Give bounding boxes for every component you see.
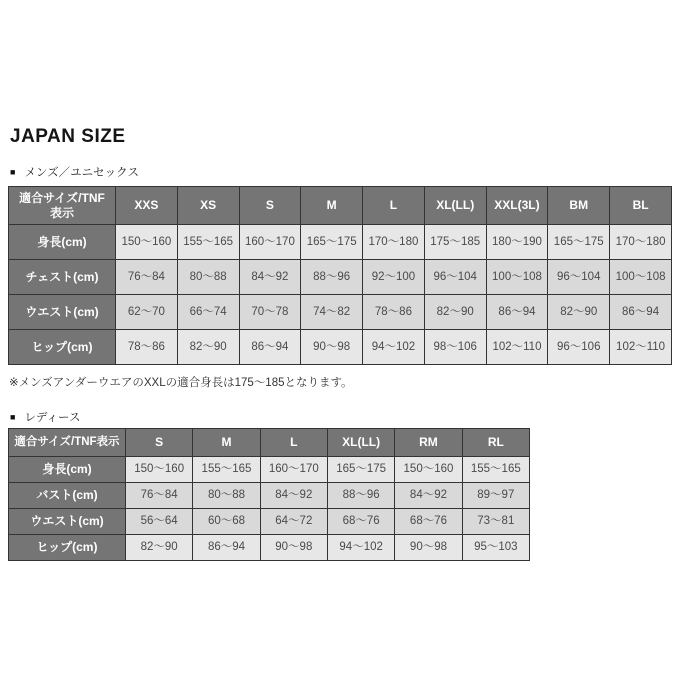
size-value-cell: 66～74 (177, 295, 239, 330)
size-value-cell: 88～96 (301, 260, 363, 295)
size-value-cell: 165～175 (327, 457, 394, 483)
section-title-ladies: レディース (24, 412, 81, 424)
size-value-cell: 80～88 (177, 260, 239, 295)
size-value-cell: 82～90 (177, 330, 239, 365)
size-column-header: RL (462, 429, 529, 457)
size-column-header: L (260, 429, 327, 457)
size-value-cell: 70～78 (239, 295, 301, 330)
size-value-cell: 92～100 (363, 260, 425, 295)
measurement-row-label: 身長(cm) (9, 225, 116, 260)
square-bullet-icon: ■ (10, 166, 16, 177)
size-value-cell: 90～98 (395, 535, 462, 561)
size-column-header: S (239, 187, 301, 225)
size-value-cell: 86～94 (239, 330, 301, 365)
size-value-cell: 155～165 (177, 225, 239, 260)
size-column-header: XL(LL) (327, 429, 394, 457)
size-value-cell: 78～86 (116, 330, 178, 365)
size-column-header: BM (548, 187, 610, 225)
size-value-cell: 96～106 (548, 330, 610, 365)
ladies-size-table (8, 428, 530, 561)
measurement-row-label: バスト(cm) (9, 483, 126, 509)
size-value-cell: 82～90 (548, 295, 610, 330)
measurement-row-label: 身長(cm) (9, 457, 126, 483)
size-value-cell: 82～90 (424, 295, 486, 330)
size-column-header: S (126, 429, 193, 457)
section-label-mens (10, 164, 139, 180)
size-value-cell: 89～97 (462, 483, 529, 509)
size-value-cell: 96～104 (424, 260, 486, 295)
size-column-header: XXS (116, 187, 178, 225)
table-row (9, 225, 672, 260)
size-value-cell: 98～106 (424, 330, 486, 365)
table-row (9, 260, 672, 295)
size-value-cell: 90～98 (301, 330, 363, 365)
size-value-cell: 90～98 (260, 535, 327, 561)
size-value-cell: 88～96 (327, 483, 394, 509)
size-column-header: XXL(3L) (486, 187, 548, 225)
size-value-cell: 86～94 (193, 535, 260, 561)
size-column-header: XS (177, 187, 239, 225)
size-value-cell: 150～160 (126, 457, 193, 483)
size-value-cell: 84～92 (395, 483, 462, 509)
size-column-header: XL(LL) (424, 187, 486, 225)
size-value-cell: 100～108 (610, 260, 672, 295)
size-value-cell: 86～94 (610, 295, 672, 330)
size-value-cell: 94～102 (327, 535, 394, 561)
table-row (9, 295, 672, 330)
size-value-cell: 74～82 (301, 295, 363, 330)
table-row (9, 509, 530, 535)
size-value-cell: 102～110 (486, 330, 548, 365)
size-column-header: RM (395, 429, 462, 457)
page-title: JAPAN SIZE (10, 125, 126, 147)
size-table-corner-header: 適合サイズ/TNF表示 (9, 187, 116, 225)
size-column-header: M (301, 187, 363, 225)
size-value-cell: 150～160 (116, 225, 178, 260)
size-value-cell: 73～81 (462, 509, 529, 535)
size-value-cell: 100～108 (486, 260, 548, 295)
square-bullet-icon: ■ (10, 411, 16, 422)
size-value-cell: 80～88 (193, 483, 260, 509)
measurement-row-label: ウエスト(cm) (9, 295, 116, 330)
table-row (9, 483, 530, 509)
size-value-cell: 76～84 (126, 483, 193, 509)
size-value-cell: 68～76 (327, 509, 394, 535)
size-table-corner-header: 適合サイズ/TNF表示 (9, 429, 126, 457)
table-row (9, 457, 530, 483)
size-value-cell: 62～70 (116, 295, 178, 330)
measurement-row-label: ヒップ(cm) (9, 535, 126, 561)
section-title-mens: メンズ／ユニセックス (24, 167, 139, 179)
size-value-cell: 165～175 (301, 225, 363, 260)
table-row (9, 535, 530, 561)
size-value-cell: 102～110 (610, 330, 672, 365)
size-value-cell: 56～64 (126, 509, 193, 535)
section-label-ladies (10, 409, 80, 425)
size-value-cell: 170～180 (363, 225, 425, 260)
size-value-cell: 180～190 (486, 225, 548, 260)
measurement-row-label: ウエスト(cm) (9, 509, 126, 535)
size-value-cell: 155～165 (193, 457, 260, 483)
size-value-cell: 68～76 (395, 509, 462, 535)
table-row (9, 330, 672, 365)
size-column-header: M (193, 429, 260, 457)
measurement-row-label: チェスト(cm) (9, 260, 116, 295)
mens-unisex-size-table (8, 186, 672, 365)
size-value-cell: 165～175 (548, 225, 610, 260)
size-value-cell: 82～90 (126, 535, 193, 561)
size-value-cell: 94～102 (363, 330, 425, 365)
size-column-header: BL (610, 187, 672, 225)
size-value-cell: 96～104 (548, 260, 610, 295)
measurement-row-label: ヒップ(cm) (9, 330, 116, 365)
size-value-cell: 84～92 (239, 260, 301, 295)
size-value-cell: 95～103 (462, 535, 529, 561)
size-value-cell: 155～165 (462, 457, 529, 483)
size-value-cell: 170～180 (610, 225, 672, 260)
size-value-cell: 60～68 (193, 509, 260, 535)
size-value-cell: 175～185 (424, 225, 486, 260)
size-value-cell: 160～170 (239, 225, 301, 260)
size-value-cell: 160～170 (260, 457, 327, 483)
size-value-cell: 86～94 (486, 295, 548, 330)
footnote: ※メンズアンダーウエアのXXLの適合身長は175～185となります。 (9, 377, 353, 389)
size-value-cell: 64～72 (260, 509, 327, 535)
size-value-cell: 78～86 (363, 295, 425, 330)
size-value-cell: 84～92 (260, 483, 327, 509)
size-value-cell: 76～84 (116, 260, 178, 295)
size-column-header: L (363, 187, 425, 225)
size-value-cell: 150～160 (395, 457, 462, 483)
